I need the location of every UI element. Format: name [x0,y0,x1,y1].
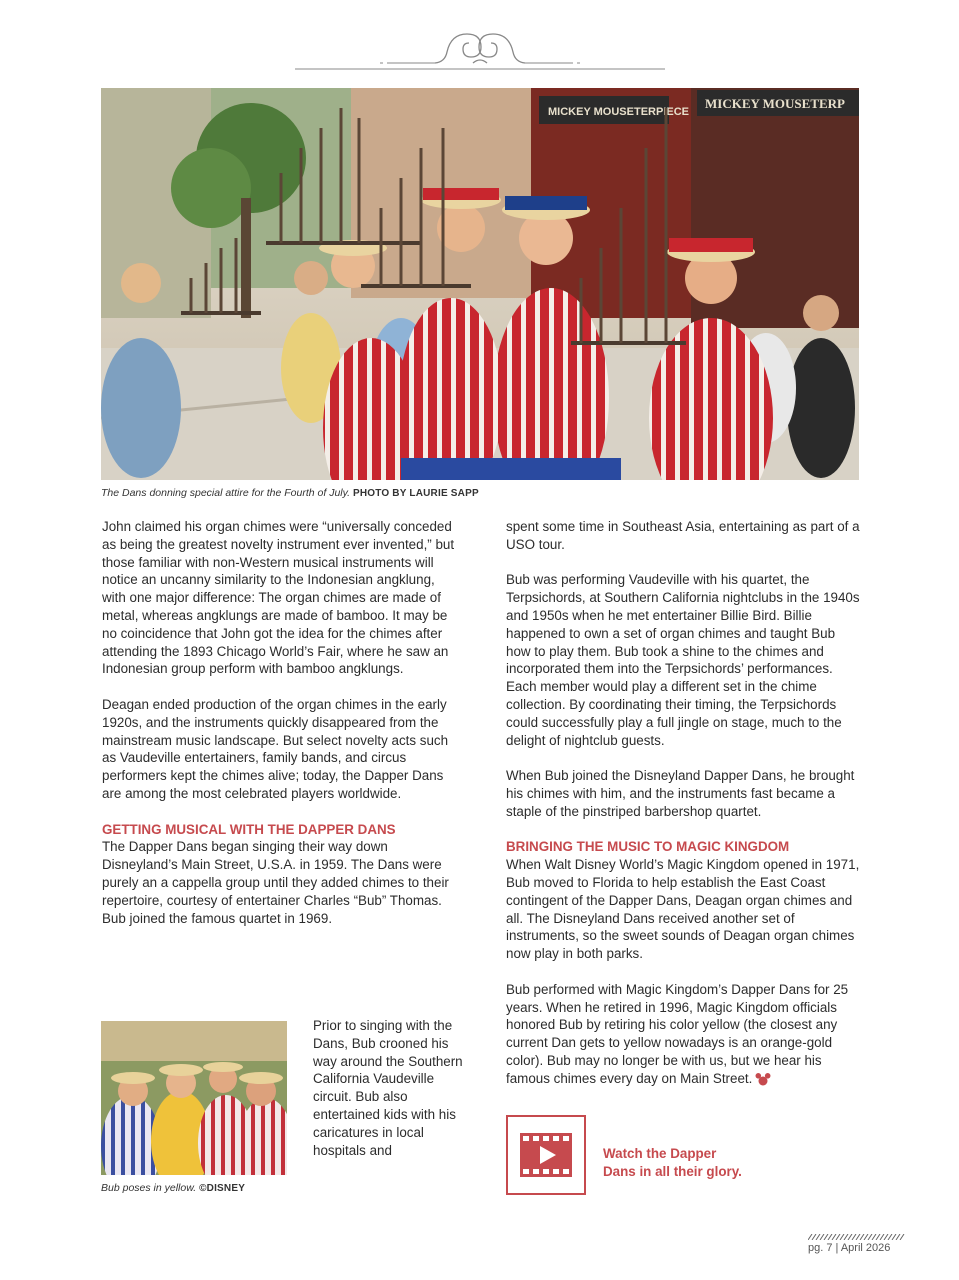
left-paragraph-3: The Dapper Dans began singing their way down Disneyland’s Main Street, U.S.A. in 1959. The Dans were purely an a cappella group until they added chimes to their repertoire, courtesy of entertainer Charles “Bub” Thomas. Bub joined the famous quartet in 1969. [102,839,449,926]
sign-left: MICKEY MOUSETERPIECE [548,106,689,118]
watch-video-link[interactable] [603,1145,773,1180]
hero-photo-illustration [101,88,859,480]
bub-photo [101,1021,287,1175]
hero-photo-credit: PHOTO BY LAURIE SAPP [352,488,479,499]
right-paragraph-5-wrap [506,981,862,1088]
hero-photo [101,88,859,480]
footer-hatch [808,1234,908,1240]
bub-photo-illustration [101,1021,287,1175]
section-heading-magic-kingdom: BRINGING THE MUSIC TO MAGIC KINGDOM [506,839,790,855]
video-play-button[interactable] [506,1115,586,1195]
left-paragraph-2: Deagan ended production of the organ chimes in the early 1920s, and the instruments quickly disappeared from the mainstream music landscape. But select novelty acts such as Vaudeville entertainers, family bands, and circus performers kept the chimes alive; today, the Dapper Dans are among the most celebrated players worldwide. [102,696,449,801]
section-heading-dapper-dans: GETTING MUSICAL WITH THE DAPPER DANS [102,821,396,837]
bub-photo-credit: ©DISNEY [199,1183,246,1194]
hero-caption-text: The Dans donning special attire for the Fourth of July. [101,487,351,499]
sign-right: MICKEY MOUSETERP [705,96,845,111]
right-paragraph-2: Bub was performing Vaudeville with his quartet, the Terpsichords, at Southern California nightclubs in the 1940s and 1950s when he met entertainer Billie Bird. Billie happened to own a set of organ chimes and taught Bub how to play them. Bub took a shine to the chimes and incorporated them into the Terpsichords’ performances. Each member would play a different set in the chime collection. By coordinating their timing, the Terpsichords could successfully play a full jingle on stage, much to the delight of nightclub guests. [506,572,860,748]
right-paragraph-5: Bub performed with Magic Kingdom’s Dapper Dans for 25 years. When he retired in 1996, Magic Kingdom officials honored Bub by retiring his color yellow (the closest any current Dan gets to yellow nowadays is an orange-gold color). Bub may no longer be with us, but we hear his famous chimes every day on Main Street. [506,981,849,1086]
hero-caption [101,487,479,499]
mickey-icon [755,1072,771,1086]
page-footer: pg. 7 | April 2026 [808,1242,891,1254]
film-play-icon [508,1117,584,1193]
left-paragraph-1: John claimed his organ chimes were “universally conceded as being the greatest novelty instrument ever invented,” but those familiar with non-Western musical instruments will notice an uncanny similarity to the Indonesian angklung, with one major difference: The organ chimes are made of metal, whereas angklungs are made of bamboo. It may be no coincidence that John got the idea for the chimes after attending the 1893 Chicago World’s Fair, where he saw an Indonesian group perform with bamboo angklungs. [102,519,455,677]
left-column [102,518,462,945]
bub-caption [101,1182,245,1194]
right-column [506,518,862,1088]
watch-line-1: Watch the Dapper [603,1146,717,1161]
header-ornament [295,28,665,74]
right-paragraph-1: spent some time in Southeast Asia, entertaining as part of a USO tour. [506,519,860,552]
watch-line-2: Dans in all their glory. [603,1163,742,1179]
left-paragraph-4: Prior to singing with the Dans, Bub crooned his way around the Southern California Vaudeville circuit. Bub also entertained kids with his caricatures in local hospitals and [313,1018,463,1158]
right-paragraph-3: When Bub joined the Disneyland Dapper Dans, he brought his chimes with him, and the instruments fast became a staple of the pinstriped barbershop quartet. [506,768,855,819]
bub-caption-text: Bub poses in yellow. [101,1182,197,1194]
right-paragraph-4: When Walt Disney World’s Magic Kingdom opened in 1971, Bub moved to Florida to help establish the East Coast contingent of the Dapper Dans, Deagan organ chimes and all. The Disneyland Dans received another set of instruments, so the sweet sounds of Deagan organ chimes now play in both parks. [506,857,860,962]
